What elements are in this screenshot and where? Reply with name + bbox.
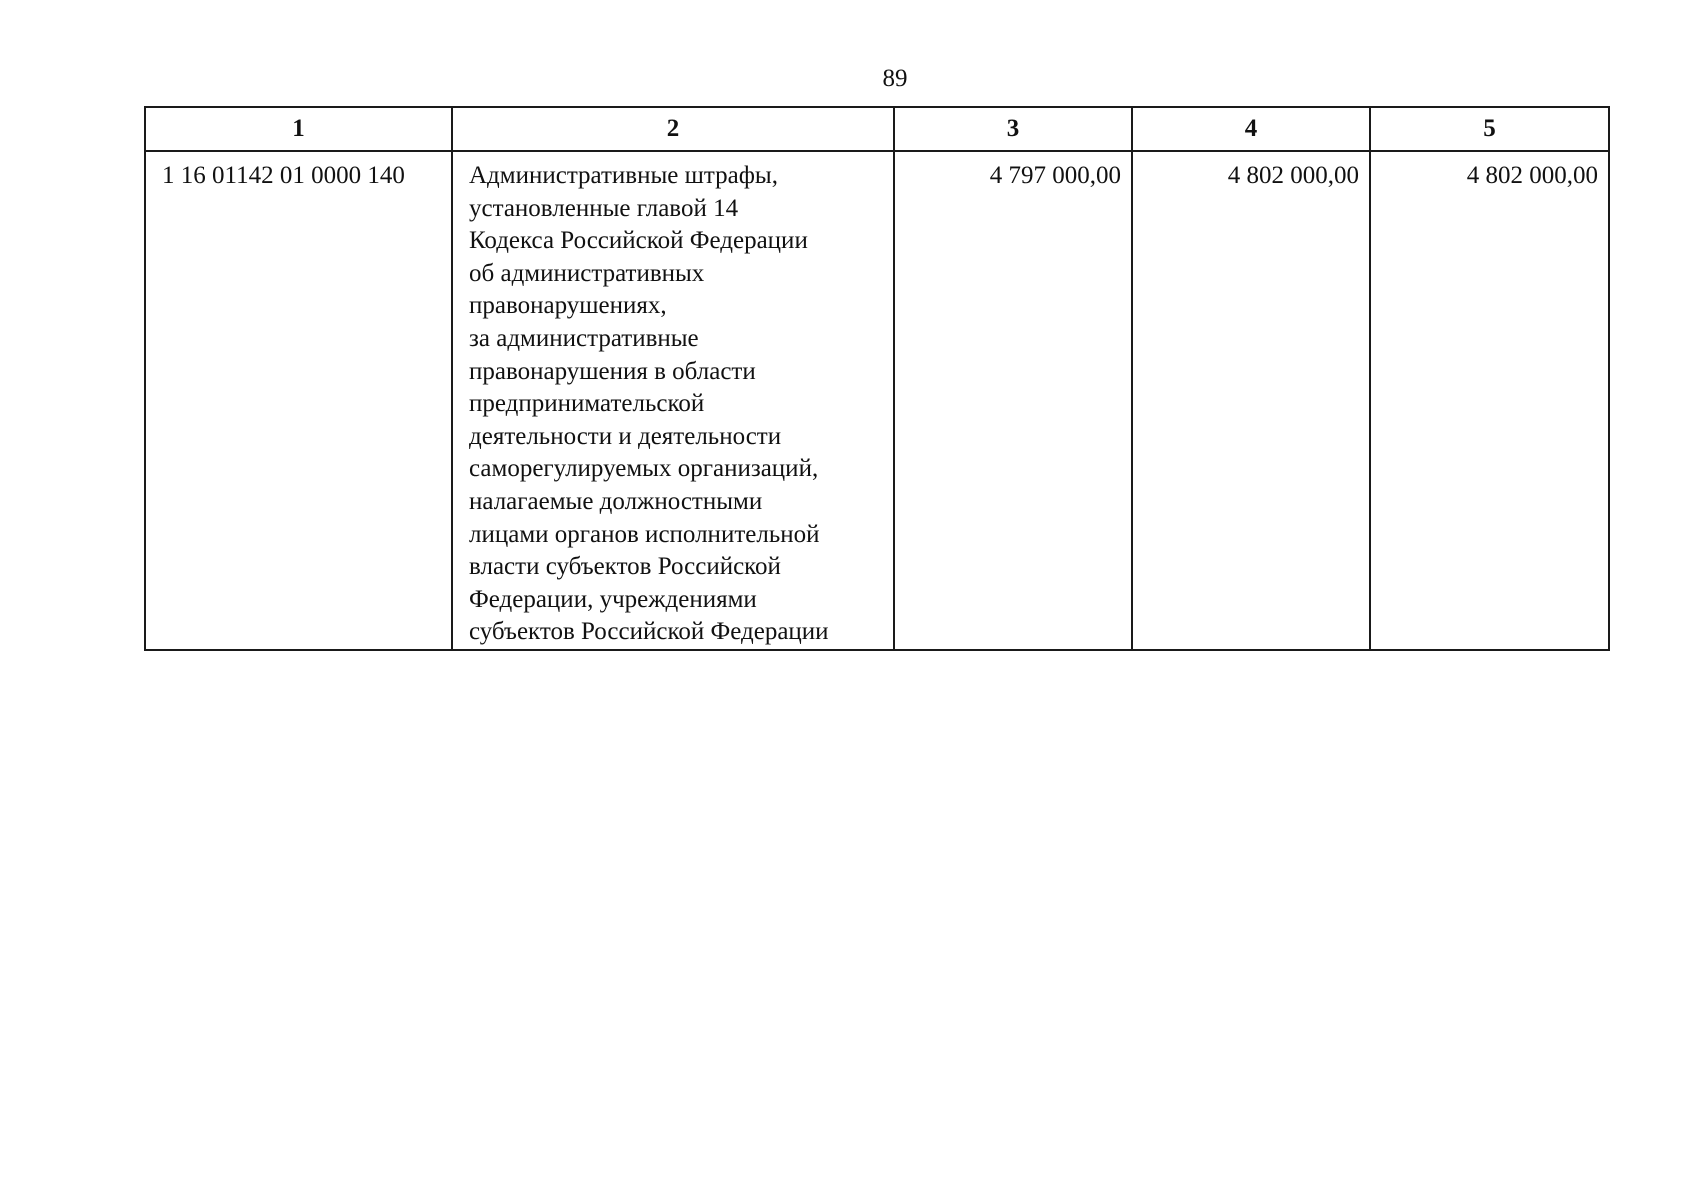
- table-header-row: [145, 107, 1609, 151]
- page-number: 89: [882, 65, 908, 92]
- description-line: деятельности и деятельности: [469, 422, 782, 450]
- amount-cell-col4: 4 802 000,00: [1132, 151, 1370, 650]
- column-header-3: 3: [894, 107, 1132, 151]
- column-header-2: 2: [452, 107, 894, 151]
- description-line: Административные штрафы,: [469, 162, 778, 189]
- description-line: саморегулируемых организаций,: [469, 455, 819, 483]
- description-line: установленные главой 14: [469, 194, 739, 222]
- description-line: Федерации, учреждениями: [469, 585, 757, 613]
- description-line: власти субъектов Российской: [469, 553, 781, 581]
- description-line: субъектов Российской Федерации: [469, 618, 829, 646]
- budget-code-cell: 1 16 01142 01 0000 140: [145, 151, 452, 650]
- description-line: Кодекса Российской Федерации: [469, 227, 808, 255]
- description-line: предпринимательской: [469, 390, 705, 418]
- description-line: лицами органов исполнительной: [469, 520, 820, 548]
- table-row: [145, 151, 1609, 650]
- description-line: за административные: [469, 324, 699, 352]
- column-header-1: 1: [145, 107, 452, 151]
- description-line: правонарушениях,: [469, 292, 667, 320]
- description-cell: [452, 151, 894, 650]
- description-line: об административных: [469, 259, 705, 287]
- description-line: налагаемые должностными: [469, 487, 763, 515]
- description-line: правонарушения в области: [469, 357, 756, 385]
- amount-cell-col3: 4 797 000,00: [894, 151, 1132, 650]
- amount-cell-col5: 4 802 000,00: [1370, 151, 1609, 650]
- column-header-5: 5: [1370, 107, 1609, 151]
- column-header-4: 4: [1132, 107, 1370, 151]
- budget-table: [144, 106, 1610, 651]
